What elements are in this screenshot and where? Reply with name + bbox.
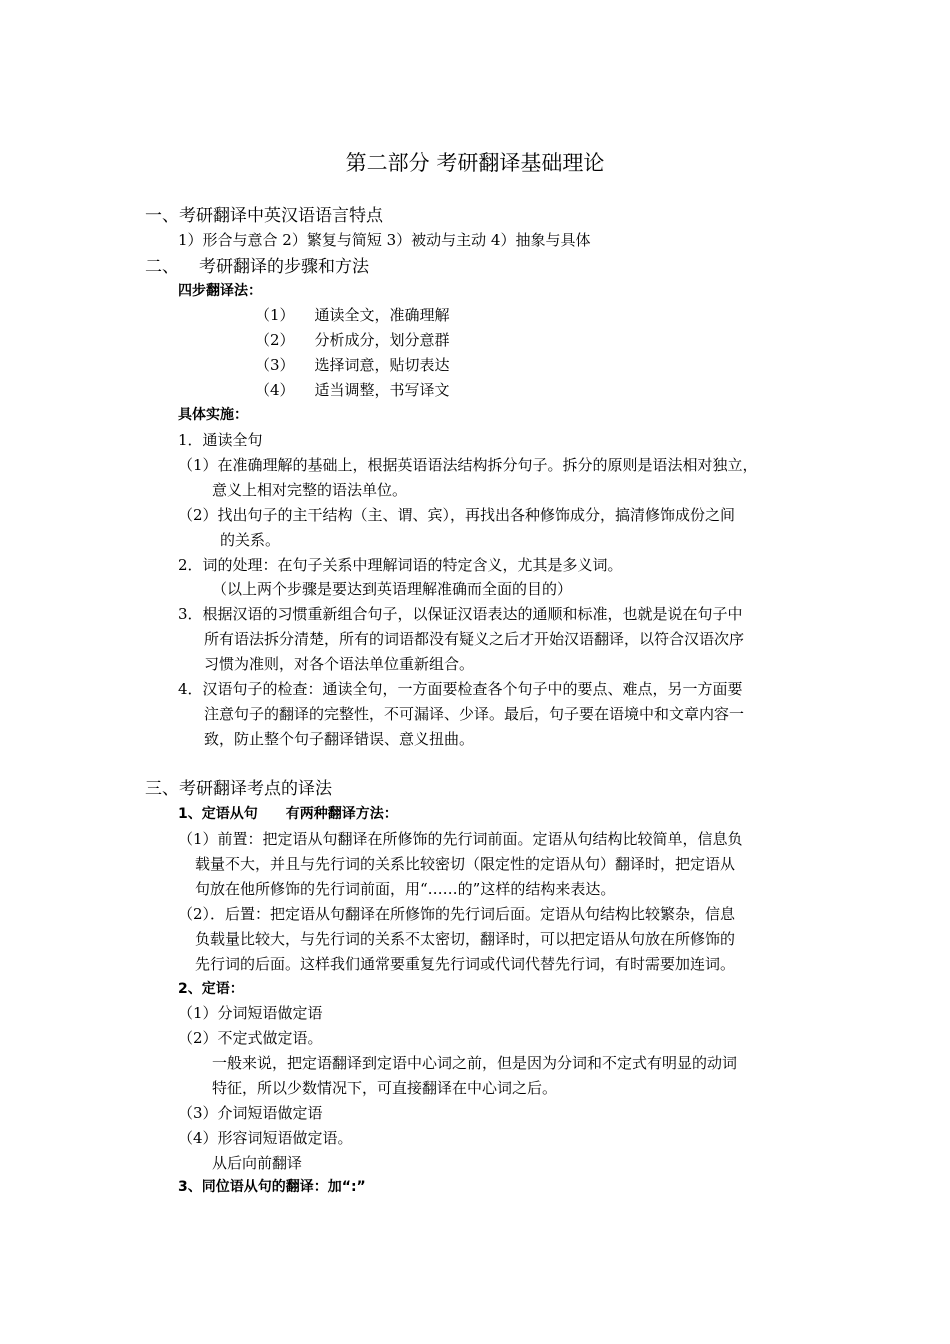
list-item-note: 一般来说，把定语翻译到定语中心词之前，但是因为分词和不定式有明显的动词	[212, 1054, 738, 1072]
list-item-note: 从后向前翻译	[212, 1154, 303, 1172]
subsection-2-heading: 2、定语：	[178, 981, 244, 997]
page-title: 第二部分 考研翻译基础理论	[345, 151, 605, 175]
paragraph-1-cont: 句放在他所修饰的先行词前面，用“……的”这样的结构来表达。	[195, 880, 616, 898]
impl-item-1-2-cont: 的关系。	[220, 531, 281, 549]
subsection-1-heading: 1、定语从句 有两种翻译方法：	[178, 806, 398, 822]
impl-item-1-1-cont: 意义上相对完整的语法单位。	[212, 481, 408, 499]
impl-item-4-cont: 注意句子的翻译的完整性，不可漏译、少译。最后，句子要在语境中和文章内容一	[204, 705, 745, 723]
four-steps-label: 四步翻译法：	[178, 283, 262, 299]
section-1-heading: 一、考研翻译中英汉语语言特点	[145, 206, 383, 226]
paragraph-2: （2）．后置：把定语从句翻译在所修饰的先行词后面。定语从句结构比较繁杂，信息	[178, 905, 736, 923]
impl-item-1: 1．通读全句	[178, 431, 263, 449]
step-item: （2） 分析成分，划分意群	[255, 331, 450, 349]
implementation-label: 具体实施：	[178, 407, 248, 423]
step-item: （3） 选择词意，贴切表达	[255, 356, 450, 374]
section-2-heading	[145, 256, 369, 278]
section-1-features: 1）形合与意合 2）繁复与简短 3）被动与主动 4）抽象与具体	[178, 231, 591, 249]
impl-item-4: 4．汉语句子的检查：通读全句，一方面要检查各个句子中的要点、难点，另一方面要	[178, 680, 743, 698]
impl-item-1-2: （2）找出句子的主干结构（主、谓、宾），再找出各种修饰成分，搞清修饰成份之间	[178, 506, 736, 524]
list-item: （2）不定式做定语。	[178, 1029, 323, 1047]
impl-item-1-1: （1）在准确理解的基础上，根据英语语法结构拆分句子。拆分的原则是语法相对独立，	[178, 456, 758, 474]
section-3-heading: 三、考研翻译考点的译法	[145, 779, 332, 799]
list-item: （3）介词短语做定语	[178, 1104, 323, 1122]
paragraph-1: （1）前置：把定语从句翻译在所修饰的先行词前面。定语从句结构比较简单，信息负	[178, 830, 743, 848]
impl-item-2: 2．词的处理：在句子关系中理解词语的特定含义，尤其是多义词。	[178, 556, 623, 574]
impl-item-3-cont: 习惯为准则，对各个语法单位重新组合。	[204, 655, 475, 673]
paragraph-2-cont: 先行词的后面。这样我们通常要重复先行词或代词代替先行词，有时需要加连词。	[195, 955, 736, 973]
subsection-3-heading: 3、同位语从句的翻译：加“:”	[178, 1179, 366, 1195]
step-item: （4） 适当调整，书写译文	[255, 381, 450, 399]
impl-item-4-cont: 致，防止整个句子翻译错误、意义扭曲。	[204, 730, 475, 748]
impl-item-3: 3．根据汉语的习惯重新组合句子，以保证汉语表达的通顺和标准，也就是说在句子中	[178, 605, 743, 623]
impl-item-2-note: （以上两个步骤是要达到英语理解准确而全面的目的）	[212, 580, 573, 598]
paragraph-2-cont: 负载量比较大，与先行词的关系不太密切，翻译时，可以把定语从句放在所修饰的	[195, 930, 736, 948]
list-item: （4）形容词短语做定语。	[178, 1129, 353, 1147]
list-item-note: 特征，所以少数情况下，可直接翻译在中心词之后。	[212, 1079, 558, 1097]
step-item: （1） 通读全文，准确理解	[255, 306, 450, 324]
impl-item-3-cont: 所有语法拆分清楚，所有的词语都没有疑义之后才开始汉语翻译，以符合汉语次序	[204, 630, 745, 648]
list-item: （1）分词短语做定语	[178, 1004, 323, 1022]
section-2-number: 二、	[145, 257, 179, 277]
paragraph-1-cont: 载量不大，并且与先行词的关系比较密切（限定性的定语从句）翻译时，把定语从	[195, 855, 736, 873]
section-2-heading-text: 考研翻译的步骤和方法	[199, 257, 369, 277]
